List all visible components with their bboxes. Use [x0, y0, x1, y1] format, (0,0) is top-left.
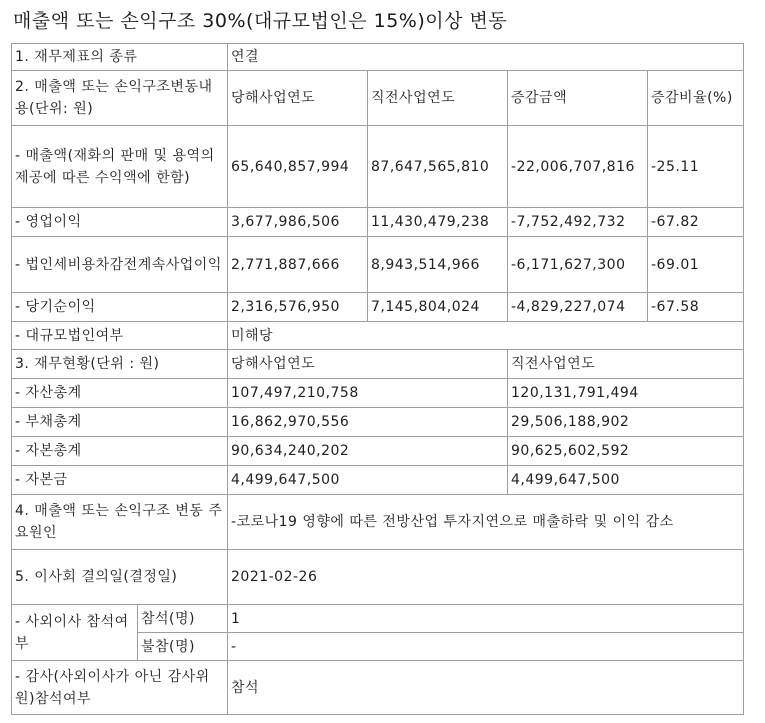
- table-row: [12, 293, 744, 322]
- cell-rate: -67.58: [648, 293, 744, 322]
- cell-rate: -67.82: [648, 208, 744, 237]
- cell-current: 2,316,576,950: [228, 293, 368, 322]
- table-row: [12, 126, 744, 208]
- table-row: [12, 408, 744, 437]
- table-row: [12, 466, 744, 495]
- column-header: 당해사업연도: [228, 350, 508, 379]
- column-header: 증감비율(%): [648, 71, 744, 126]
- row-value: 1: [228, 605, 744, 633]
- cell-difference: -4,829,227,074: [508, 293, 648, 322]
- row-label: - 부채총계: [12, 408, 228, 437]
- row-label: 3. 재무현황(단위 : 원): [12, 350, 228, 379]
- sub-label: 불참(명): [138, 633, 228, 661]
- row-label: - 자본금: [12, 466, 228, 495]
- table-row: [12, 379, 744, 408]
- cell-current: 90,634,240,202: [228, 437, 508, 466]
- row-value: -코로나19 영향에 따른 전방산업 투자지연으로 매출하락 및 이익 감소: [228, 495, 744, 550]
- column-header: 증감금액: [508, 71, 648, 126]
- cell-current: 65,640,857,994: [228, 126, 368, 208]
- table-row: [12, 605, 744, 633]
- row-label: 1. 재무제표의 종류: [12, 44, 228, 71]
- table-row: [12, 661, 744, 715]
- cell-current: 107,497,210,758: [228, 379, 508, 408]
- cell-current: 16,862,970,556: [228, 408, 508, 437]
- row-label: 4. 매출액 또는 손익구조 변동 주요원인: [12, 495, 228, 550]
- table-row: [12, 550, 744, 605]
- row-value: 연결: [228, 44, 744, 71]
- row-label: - 영업이익: [12, 208, 228, 237]
- table-row: [12, 322, 744, 350]
- cell-difference: -22,006,707,816: [508, 126, 648, 208]
- cell-difference: -6,171,627,300: [508, 237, 648, 293]
- row-label: - 자본총계: [12, 437, 228, 466]
- row-label: - 대규모법인여부: [12, 322, 228, 350]
- row-label: - 자산총계: [12, 379, 228, 408]
- sub-label: 참석(명): [138, 605, 228, 633]
- cell-previous: 8,943,514,966: [368, 237, 508, 293]
- row-value: -: [228, 633, 744, 661]
- table-row: [12, 208, 744, 237]
- column-header: 직전사업연도: [508, 350, 744, 379]
- cell-previous: 87,647,565,810: [368, 126, 508, 208]
- table-row: [12, 237, 744, 293]
- row-label: - 법인세비용차감전계속사업이익: [12, 237, 228, 293]
- cell-previous: 11,430,479,238: [368, 208, 508, 237]
- row-label: - 매출액(재화의 판매 및 용역의 제공에 따른 수익액에 한함): [12, 126, 228, 208]
- cell-previous: 4,499,647,500: [508, 466, 744, 495]
- row-value: 미해당: [228, 322, 744, 350]
- table-row: [12, 350, 744, 379]
- cell-current: 2,771,887,666: [228, 237, 368, 293]
- page-title: 매출액 또는 손익구조 30%(대규모법인은 15%)이상 변동: [13, 10, 508, 32]
- disclosure-table: [11, 43, 744, 715]
- cell-current: 3,677,986,506: [228, 208, 368, 237]
- cell-rate: -25.11: [648, 126, 744, 208]
- cell-difference: -7,752,492,732: [508, 208, 648, 237]
- row-label: 2. 매출액 또는 손익구조변동내용(단위: 원): [12, 71, 228, 126]
- table-row: [12, 437, 744, 466]
- cell-previous: 90,625,602,592: [508, 437, 744, 466]
- row-label: 5. 이사회 결의일(결정일): [12, 550, 228, 605]
- row-label: - 감사(사외이사가 아닌 감사위원)참석여부: [12, 661, 228, 715]
- row-label: - 사외이사 참석여부: [12, 605, 138, 661]
- cell-current: 4,499,647,500: [228, 466, 508, 495]
- table-row: [12, 495, 744, 550]
- table-row: [12, 44, 744, 71]
- row-value: 참석: [228, 661, 744, 715]
- cell-previous: 29,506,188,902: [508, 408, 744, 437]
- row-label: - 당기순이익: [12, 293, 228, 322]
- row-value: 2021-02-26: [228, 550, 744, 605]
- cell-previous: 120,131,791,494: [508, 379, 744, 408]
- cell-rate: -69.01: [648, 237, 744, 293]
- cell-previous: 7,145,804,024: [368, 293, 508, 322]
- column-header: 당해사업연도: [228, 71, 368, 126]
- column-header: 직전사업연도: [368, 71, 508, 126]
- table-row: [12, 71, 744, 126]
